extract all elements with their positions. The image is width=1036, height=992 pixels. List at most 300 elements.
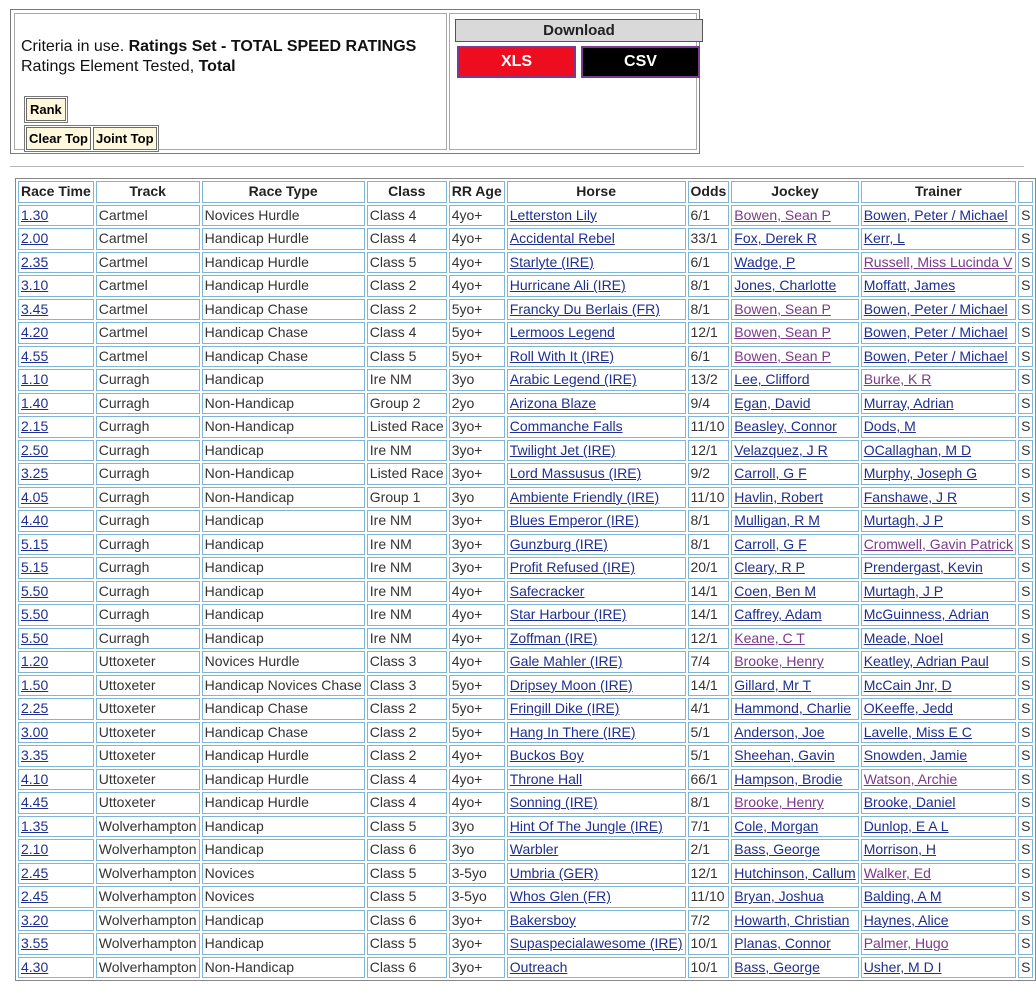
horse-link[interactable]: Warbler — [509, 841, 559, 858]
horse-cell — [507, 534, 686, 556]
jockey-link[interactable]: Howarth, Christian — [734, 911, 850, 928]
horse-link[interactable]: Outreach — [509, 958, 568, 975]
class-cell: Class 4 — [367, 792, 447, 814]
age-cell: 3yo+ — [449, 416, 505, 438]
horse-cell — [507, 957, 686, 979]
horse-link[interactable]: Dripsey Moon (IRE) — [509, 676, 633, 693]
jockey-link[interactable]: Bass, George — [734, 841, 820, 858]
odds-cell: 7/1 — [688, 816, 730, 838]
age-cell: 4yo+ — [449, 628, 505, 650]
trainer-link[interactable]: Brooke, Daniel — [863, 794, 956, 811]
extra-cell: S — [1018, 675, 1033, 697]
jockey-cell — [731, 228, 858, 250]
jockey-link[interactable]: Cole, Morgan — [734, 817, 819, 834]
race-type-cell: Handicap Novices Chase — [202, 675, 365, 697]
class-cell: Class 5 — [367, 816, 447, 838]
class-cell: Class 5 — [367, 886, 447, 908]
jockey-link[interactable]: Bryan, Joshua — [734, 888, 824, 905]
jockey-link[interactable]: Brooke, Henry — [734, 653, 824, 670]
jockey-link[interactable]: Bowen, Sean P — [734, 300, 831, 317]
horse-cell — [507, 299, 686, 321]
horse-link[interactable]: Umbria (GER) — [509, 864, 599, 881]
extra-cell: S — [1018, 275, 1033, 297]
jockey-cell — [731, 745, 858, 767]
extra-cell: S — [1018, 534, 1033, 556]
track-cell: Cartmel — [96, 346, 200, 368]
class-cell: Class 6 — [367, 839, 447, 861]
horse-cell — [507, 722, 686, 744]
odds-cell: 8/1 — [688, 510, 730, 532]
jockey-link[interactable]: Hutchinson, Callum — [734, 864, 856, 881]
track-cell: Cartmel — [96, 228, 200, 250]
column-header-extra — [1018, 181, 1033, 203]
race-type-cell: Handicap Chase — [202, 346, 365, 368]
trainer-link[interactable]: Murray, Adrian — [863, 394, 954, 411]
race-time-link[interactable]: 2.10 — [21, 841, 49, 858]
race-time-link[interactable]: 1.10 — [21, 371, 49, 388]
jockey-link[interactable]: Mulligan, R M — [734, 512, 820, 529]
race-time-cell — [18, 205, 94, 227]
trainer-cell — [861, 534, 1016, 556]
extra-cell: S — [1018, 440, 1033, 462]
race-time-link[interactable]: 4.05 — [21, 488, 49, 505]
jockey-link[interactable]: Bowen, Sean P — [734, 324, 831, 341]
table-row — [18, 463, 1033, 485]
track-cell: Curragh — [96, 440, 200, 462]
trainer-link[interactable]: Balding, A M — [863, 888, 942, 905]
extra-cell: S — [1018, 792, 1033, 814]
age-cell: 3yo+ — [449, 534, 505, 556]
trainer-link[interactable]: Keatley, Adrian Paul — [863, 653, 989, 670]
trainer-link[interactable]: OCallaghan, M D — [863, 441, 972, 458]
race-time-cell — [18, 440, 94, 462]
race-time-link[interactable]: 3.45 — [21, 300, 49, 317]
trainer-link[interactable]: Meade, Noel — [863, 629, 944, 646]
horse-link[interactable]: Lermoos Legend — [509, 324, 615, 341]
jockey-cell — [731, 487, 858, 509]
horse-cell — [507, 581, 686, 603]
age-cell: 4yo+ — [449, 604, 505, 626]
race-time-link[interactable]: 5.50 — [21, 629, 49, 646]
trainer-link[interactable]: Burke, K R — [863, 371, 932, 388]
odds-cell: 5/1 — [688, 722, 730, 744]
trainer-link[interactable]: Usher, M D I — [863, 958, 942, 975]
jockey-link[interactable]: Jones, Charlotte — [734, 277, 837, 294]
age-cell: 3yo — [449, 816, 505, 838]
race-time-link[interactable]: 4.20 — [21, 324, 49, 341]
trainer-cell — [861, 698, 1016, 720]
extra-cell: S — [1018, 252, 1033, 274]
jockey-link[interactable]: Fox, Derek R — [734, 230, 817, 247]
jockey-link[interactable]: Sheehan, Gavin — [734, 747, 835, 764]
jockey-link[interactable]: Brooke, Henry — [734, 794, 824, 811]
trainer-link[interactable]: Lavelle, Miss E C — [863, 723, 972, 740]
table-row — [18, 910, 1033, 932]
horse-cell — [507, 205, 686, 227]
race-time-link[interactable]: 3.55 — [21, 935, 49, 952]
age-cell: 3yo+ — [449, 440, 505, 462]
extra-cell: S — [1018, 698, 1033, 720]
trainer-link[interactable]: Prendergast, Kevin — [863, 559, 983, 576]
horse-link[interactable]: Buckos Boy — [509, 747, 584, 764]
horse-link[interactable]: Safecracker — [509, 582, 585, 599]
odds-cell: 8/1 — [688, 275, 730, 297]
class-cell: Class 2 — [367, 745, 447, 767]
track-cell: Curragh — [96, 487, 200, 509]
race-type-cell: Handicap — [202, 604, 365, 626]
age-cell: 3yo — [449, 487, 505, 509]
race-type-cell: Handicap Hurdle — [202, 792, 365, 814]
race-time-link[interactable]: 2.00 — [21, 230, 49, 247]
table-row — [18, 510, 1033, 532]
class-cell: Ire NM — [367, 534, 447, 556]
horse-link[interactable]: Sonning (IRE) — [509, 794, 598, 811]
horse-link[interactable]: Whos Glen (FR) — [509, 888, 611, 905]
race-time-cell — [18, 792, 94, 814]
class-cell: Class 3 — [367, 675, 447, 697]
horse-link[interactable]: Zoffman (IRE) — [509, 629, 598, 646]
table-row — [18, 745, 1033, 767]
race-time-link[interactable]: 3.20 — [21, 911, 49, 928]
jockey-link[interactable]: Beasley, Connor — [734, 418, 837, 435]
odds-cell: 20/1 — [688, 557, 730, 579]
jockey-link[interactable]: Coen, Ben M — [734, 582, 817, 599]
extra-cell: S — [1018, 910, 1033, 932]
horse-link[interactable]: Francky Du Berlais (FR) — [509, 300, 660, 317]
trainer-link[interactable]: Bowen, Peter / Michael — [863, 300, 1008, 317]
track-cell: Uttoxeter — [96, 792, 200, 814]
trainer-link[interactable]: Russell, Miss Lucinda V — [863, 253, 1013, 270]
horse-cell — [507, 745, 686, 767]
joint-top-button[interactable]: Joint Top — [93, 127, 157, 150]
results-table — [15, 178, 1036, 981]
class-cell: Class 5 — [367, 863, 447, 885]
class-cell: Class 3 — [367, 651, 447, 673]
jockey-cell — [731, 534, 858, 556]
race-time-link[interactable]: 5.50 — [21, 606, 49, 623]
race-time-cell — [18, 886, 94, 908]
trainer-cell — [861, 581, 1016, 603]
trainer-cell — [861, 487, 1016, 509]
race-time-cell — [18, 933, 94, 955]
extra-cell: S — [1018, 581, 1033, 603]
extra-cell: S — [1018, 487, 1033, 509]
age-cell: 4yo+ — [449, 792, 505, 814]
race-time-link[interactable]: 2.45 — [21, 888, 49, 905]
trainer-link[interactable]: Morrison, H — [863, 841, 937, 858]
race-type-cell: Handicap — [202, 933, 365, 955]
race-type-cell: Novices Hurdle — [202, 651, 365, 673]
race-type-cell: Handicap — [202, 440, 365, 462]
extra-cell: S — [1018, 886, 1033, 908]
race-time-cell — [18, 369, 94, 391]
odds-cell: 13/2 — [688, 369, 730, 391]
horse-link[interactable]: Starlyte (IRE) — [509, 253, 594, 270]
extra-cell: S — [1018, 957, 1033, 979]
table-row — [18, 722, 1033, 744]
jockey-link[interactable]: Havlin, Robert — [734, 488, 823, 505]
trainer-link[interactable]: Murphy, Joseph G — [863, 465, 978, 482]
race-time-link[interactable]: 3.35 — [21, 747, 49, 764]
trainer-link[interactable]: Cromwell, Gavin Patrick — [863, 535, 1014, 552]
jockey-link[interactable]: Bass, George — [734, 958, 820, 975]
jockey-cell — [731, 675, 858, 697]
age-cell: 4yo+ — [449, 275, 505, 297]
jockey-link[interactable]: Cleary, R P — [734, 559, 805, 576]
trainer-link[interactable]: OKeeffe, Jedd — [863, 700, 953, 717]
trainer-link[interactable]: Dods, M — [863, 418, 916, 435]
track-cell: Wolverhampton — [96, 816, 200, 838]
horse-link[interactable]: Fringill Dike (IRE) — [509, 700, 620, 717]
race-time-link[interactable]: 1.20 — [21, 653, 49, 670]
race-time-link[interactable]: 1.40 — [21, 394, 49, 411]
extra-cell: S — [1018, 769, 1033, 791]
jockey-link[interactable]: Bowen, Sean P — [734, 206, 831, 223]
trainer-link[interactable]: Palmer, Hugo — [863, 935, 949, 952]
trainer-link[interactable]: Haynes, Alice — [863, 911, 949, 928]
track-cell: Curragh — [96, 628, 200, 650]
race-time-link[interactable]: 2.45 — [21, 864, 49, 881]
jockey-cell — [731, 628, 858, 650]
trainer-link[interactable]: Kerr, L — [863, 230, 905, 247]
horse-link[interactable]: Roll With It (IRE) — [509, 347, 614, 364]
table-row — [18, 369, 1033, 391]
race-time-link[interactable]: 3.10 — [21, 277, 49, 294]
jockey-link[interactable]: Keane, C T — [734, 629, 805, 646]
horse-link[interactable]: Lord Massusus (IRE) — [509, 465, 642, 482]
class-cell: Group 1 — [367, 487, 447, 509]
race-time-link[interactable]: 3.25 — [21, 465, 49, 482]
jockey-link[interactable]: Egan, David — [734, 394, 811, 411]
trainer-cell — [861, 557, 1016, 579]
element-value: Total — [198, 58, 236, 75]
horse-link[interactable]: Ambiente Friendly (IRE) — [509, 488, 660, 505]
trainer-link[interactable]: Dunlop, E A L — [863, 817, 949, 834]
trainer-cell — [861, 393, 1016, 415]
trainer-cell — [861, 839, 1016, 861]
race-type-cell: Handicap Chase — [202, 299, 365, 321]
jockey-link[interactable]: Hammond, Charlie — [734, 700, 852, 717]
race-type-cell: Novices — [202, 863, 365, 885]
horse-cell — [507, 863, 686, 885]
horse-link[interactable]: Accidental Rebel — [509, 230, 615, 247]
trainer-link[interactable]: McGuinness, Adrian — [863, 606, 989, 623]
trainer-link[interactable]: Moffatt, James — [863, 277, 956, 294]
race-time-link[interactable]: 5.15 — [21, 559, 49, 576]
jockey-cell — [731, 604, 858, 626]
race-time-link[interactable]: 4.45 — [21, 794, 49, 811]
trainer-link[interactable]: Fanshawe, J R — [863, 488, 958, 505]
race-time-link[interactable]: 4.30 — [21, 958, 49, 975]
race-time-cell — [18, 722, 94, 744]
horse-link[interactable]: Bakersboy — [509, 911, 576, 928]
track-cell: Curragh — [96, 393, 200, 415]
race-time-cell — [18, 910, 94, 932]
age-cell: 4yo+ — [449, 745, 505, 767]
horse-cell — [507, 416, 686, 438]
jockey-link[interactable]: Carroll, G F — [734, 535, 807, 552]
column-header-track: Track — [96, 181, 200, 203]
age-cell: 4yo+ — [449, 228, 505, 250]
race-time-link[interactable]: 4.10 — [21, 770, 49, 787]
jockey-link[interactable]: Bowen, Sean P — [734, 347, 831, 364]
odds-cell: 2/1 — [688, 839, 730, 861]
rank-button[interactable]: Rank — [26, 98, 66, 121]
trainer-cell — [861, 252, 1016, 274]
extra-cell: S — [1018, 463, 1033, 485]
track-cell: Cartmel — [96, 299, 200, 321]
horse-link[interactable]: Twilight Jet (IRE) — [509, 441, 616, 458]
extra-cell: S — [1018, 205, 1033, 227]
jockey-cell — [731, 863, 858, 885]
race-time-link[interactable]: 1.35 — [21, 817, 49, 834]
track-cell: Uttoxeter — [96, 745, 200, 767]
race-time-cell — [18, 581, 94, 603]
jockey-link[interactable]: Velazquez, J R — [734, 441, 828, 458]
clear-top-button[interactable]: Clear Top — [26, 127, 91, 150]
race-time-link[interactable]: 2.25 — [21, 700, 49, 717]
race-time-cell — [18, 510, 94, 532]
trainer-cell — [861, 910, 1016, 932]
jockey-link[interactable]: Gillard, Mr T — [734, 676, 812, 693]
trainer-cell — [861, 792, 1016, 814]
trainer-cell — [861, 346, 1016, 368]
jockey-link[interactable]: Wadge, P — [734, 253, 796, 270]
class-cell: Class 5 — [367, 252, 447, 274]
horse-cell — [507, 651, 686, 673]
race-time-link[interactable]: 4.55 — [21, 347, 49, 364]
race-time-link[interactable]: 4.40 — [21, 512, 49, 529]
age-cell: 3yo — [449, 839, 505, 861]
ratings-set-value: Ratings Set - TOTAL SPEED RATINGS — [128, 38, 417, 55]
table-row — [18, 792, 1033, 814]
horse-link[interactable]: Commanche Falls — [509, 418, 623, 435]
table-row — [18, 252, 1033, 274]
element-prefix: Ratings Element Tested, — [21, 58, 199, 75]
table-row — [18, 933, 1033, 955]
race-time-link[interactable]: 5.15 — [21, 535, 49, 552]
trainer-link[interactable]: Watson, Archie — [863, 770, 958, 787]
class-cell: Ire NM — [367, 440, 447, 462]
column-header-race-type: Race Type — [202, 181, 365, 203]
track-cell: Cartmel — [96, 322, 200, 344]
race-time-link[interactable]: 2.35 — [21, 253, 49, 270]
race-time-cell — [18, 839, 94, 861]
trainer-cell — [861, 933, 1016, 955]
horse-link[interactable]: Supaspecialawesome (IRE) — [509, 935, 683, 952]
horse-cell — [507, 628, 686, 650]
age-cell: 5yo+ — [449, 722, 505, 744]
race-time-cell — [18, 463, 94, 485]
trainer-cell — [861, 628, 1016, 650]
race-time-link[interactable]: 2.50 — [21, 441, 49, 458]
jockey-cell — [731, 792, 858, 814]
odds-cell: 8/1 — [688, 534, 730, 556]
trainer-link[interactable]: Murtagh, J P — [863, 582, 944, 599]
race-type-cell: Handicap — [202, 910, 365, 932]
table-row — [18, 275, 1033, 297]
trainer-link[interactable]: Bowen, Peter / Michael — [863, 347, 1008, 364]
jockey-link[interactable]: Hampson, Brodie — [734, 770, 843, 787]
jockey-link[interactable]: Anderson, Joe — [734, 723, 825, 740]
race-type-cell: Handicap — [202, 628, 365, 650]
criteria-line — [21, 38, 416, 56]
table-row — [18, 581, 1033, 603]
table-row — [18, 863, 1033, 885]
horse-link[interactable]: Hurricane Ali (IRE) — [509, 277, 626, 294]
race-time-cell — [18, 534, 94, 556]
odds-cell: 6/1 — [688, 346, 730, 368]
race-time-link[interactable]: 5.50 — [21, 582, 49, 599]
jockey-link[interactable]: Planas, Connor — [734, 935, 831, 952]
race-time-link[interactable]: 3.00 — [21, 723, 49, 740]
jockey-link[interactable]: Lee, Clifford — [734, 371, 810, 388]
odds-cell: 10/1 — [688, 957, 730, 979]
track-cell: Wolverhampton — [96, 839, 200, 861]
race-type-cell: Handicap — [202, 581, 365, 603]
track-cell: Cartmel — [96, 275, 200, 297]
odds-cell: 9/4 — [688, 393, 730, 415]
age-cell: 5yo+ — [449, 675, 505, 697]
race-time-link[interactable]: 2.15 — [21, 418, 49, 435]
table-row — [18, 604, 1033, 626]
horse-link[interactable]: Hang In There (IRE) — [509, 723, 636, 740]
trainer-link[interactable]: McCain Jnr, D — [863, 676, 952, 693]
trainer-link[interactable]: Bowen, Peter / Michael — [863, 324, 1008, 341]
csv-download-button[interactable]: CSV — [581, 46, 700, 78]
age-cell: 4yo+ — [449, 769, 505, 791]
race-time-cell — [18, 557, 94, 579]
horse-link[interactable]: Star Harbour (IRE) — [509, 606, 627, 623]
class-cell: Ire NM — [367, 369, 447, 391]
horse-link[interactable]: Arizona Blaze — [509, 394, 597, 411]
column-header-horse: Horse — [507, 181, 686, 203]
horse-cell — [507, 792, 686, 814]
horse-link[interactable]: Gale Mahler (IRE) — [509, 653, 623, 670]
jockey-cell — [731, 910, 858, 932]
horse-link[interactable]: Hint Of The Jungle (IRE) — [509, 817, 663, 834]
jockey-link[interactable]: Carroll, G F — [734, 465, 807, 482]
class-cell: Ire NM — [367, 557, 447, 579]
trainer-link[interactable]: Walker, Ed — [863, 864, 931, 881]
trainer-cell — [861, 863, 1016, 885]
age-cell: 5yo+ — [449, 299, 505, 321]
class-cell: Class 5 — [367, 933, 447, 955]
odds-cell: 12/1 — [688, 628, 730, 650]
horse-link[interactable]: Gunzburg (IRE) — [509, 535, 608, 552]
xls-download-button[interactable]: XLS — [457, 46, 576, 78]
race-type-cell: Handicap — [202, 816, 365, 838]
race-time-link[interactable]: 1.30 — [21, 206, 49, 223]
trainer-link[interactable]: Bowen, Peter / Michael — [863, 206, 1008, 223]
race-time-link[interactable]: 1.50 — [21, 676, 49, 693]
track-cell: Uttoxeter — [96, 722, 200, 744]
horse-link[interactable]: Letterston Lily — [509, 206, 597, 223]
horse-link[interactable]: Throne Hall — [509, 770, 583, 787]
trainer-link[interactable]: Snowden, Jamie — [863, 747, 968, 764]
race-type-cell: Novices Hurdle — [202, 205, 365, 227]
odds-cell: 11/10 — [688, 416, 730, 438]
race-time-cell — [18, 651, 94, 673]
horse-link[interactable]: Blues Emperor (IRE) — [509, 512, 639, 529]
horse-link[interactable]: Profit Refused (IRE) — [509, 559, 636, 576]
trainer-link[interactable]: Murtagh, J P — [863, 512, 944, 529]
jockey-link[interactable]: Caffrey, Adam — [734, 606, 822, 623]
horse-cell — [507, 510, 686, 532]
horse-link[interactable]: Arabic Legend (IRE) — [509, 371, 637, 388]
jockey-cell — [731, 816, 858, 838]
top-buttons-wrap — [24, 125, 159, 152]
